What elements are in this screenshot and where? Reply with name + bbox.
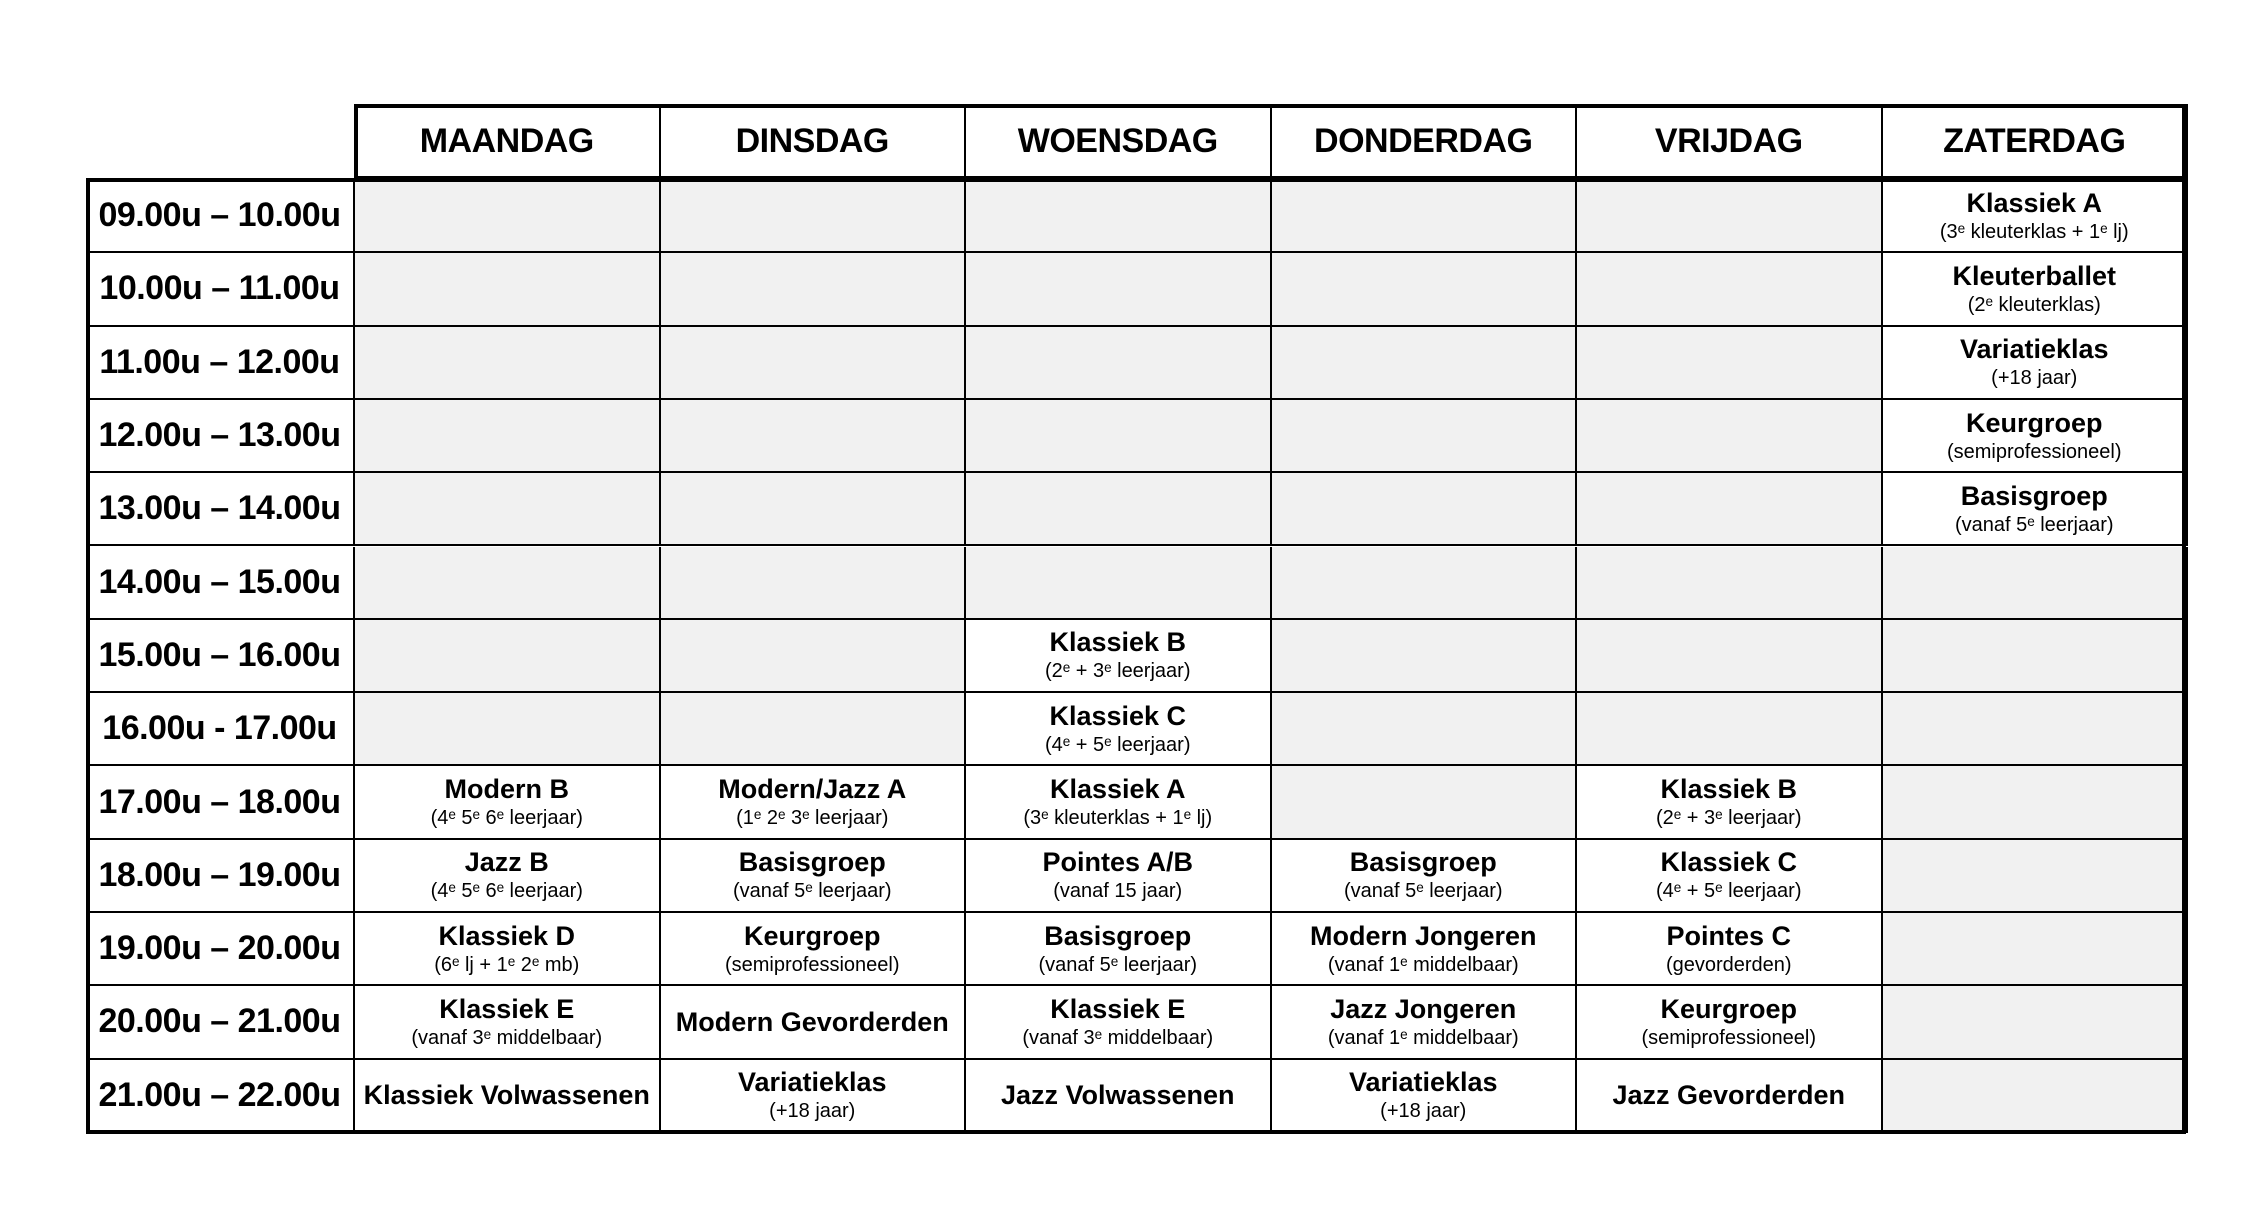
class-slot [1272, 1060, 1578, 1133]
empty-slot [1577, 180, 1883, 253]
empty-slot [1272, 620, 1578, 693]
time-slot-label: 17.00u – 18.00u [86, 766, 355, 839]
class-audience: (semiprofessioneel) [1946, 440, 2122, 463]
class-audience: (2ᵉ + 3ᵉ leerjaar) [1045, 660, 1191, 683]
class-slot [966, 840, 1272, 913]
class-slot [355, 1060, 661, 1133]
class-audience: (vanaf 1ᵉ middelbaar) [1327, 1026, 1519, 1049]
class-slot [1272, 986, 1578, 1059]
class-slot [1577, 766, 1883, 839]
class-audience: (4ᵉ 5ᵉ 6ᵉ leerjaar) [430, 880, 583, 903]
class-audience: (+18 jaar) [769, 1100, 856, 1123]
class-slot [966, 986, 1272, 1059]
class-audience: (vanaf 1ᵉ middelbaar) [1327, 953, 1519, 976]
class-slot [1577, 1060, 1883, 1133]
time-slot-label: 11.00u – 12.00u [86, 327, 355, 400]
class-name: Klassiek B [1660, 774, 1798, 805]
class-slot [1577, 986, 1883, 1059]
empty-slot [1883, 840, 2189, 913]
class-audience: (1ᵉ 2ᵉ 3ᵉ leerjaar) [736, 807, 889, 830]
class-name: Basisgroep [1960, 480, 2108, 511]
class-name: Variatieklas [737, 1067, 887, 1098]
empty-slot [966, 327, 1272, 400]
time-slot-label: 12.00u – 13.00u [86, 400, 355, 473]
class-audience: (vanaf 5ᵉ leerjaar) [1343, 880, 1503, 903]
class-audience: (3ᵉ kleuterklas + 1ᵉ lj) [1023, 807, 1213, 830]
time-slot-label: 10.00u – 11.00u [86, 253, 355, 326]
class-audience: (vanaf 3ᵉ middelbaar) [1022, 1026, 1214, 1049]
empty-slot [1272, 766, 1578, 839]
empty-slot [355, 327, 661, 400]
class-slot [661, 986, 967, 1059]
empty-slot [1272, 400, 1578, 473]
time-slot-label: 21.00u – 22.00u [86, 1060, 355, 1133]
schedule-corner [86, 104, 355, 180]
empty-slot [661, 253, 967, 326]
class-name: Pointes C [1666, 920, 1792, 951]
empty-slot [1883, 547, 2189, 620]
empty-slot [1883, 1060, 2189, 1133]
empty-slot [661, 473, 967, 546]
class-name: Jazz B [464, 847, 549, 878]
empty-slot [966, 400, 1272, 473]
empty-slot [661, 180, 967, 253]
time-slot-label: 19.00u – 20.00u [86, 913, 355, 986]
class-slot [661, 840, 967, 913]
empty-slot [1577, 547, 1883, 620]
class-name: Modern Jongeren [1309, 920, 1537, 951]
class-name: Modern/Jazz A [718, 774, 907, 805]
empty-slot [1577, 473, 1883, 546]
empty-slot [661, 693, 967, 766]
empty-slot [355, 400, 661, 473]
class-name: Keurgroep [1965, 407, 2103, 438]
class-audience: (vanaf 15 jaar) [1053, 880, 1183, 903]
class-audience: (vanaf 5ᵉ leerjaar) [1038, 953, 1198, 976]
class-name: Jazz Gevorderden [1612, 1080, 1846, 1111]
class-audience: (vanaf 3ᵉ middelbaar) [411, 1026, 603, 1049]
class-slot [355, 986, 661, 1059]
class-slot [966, 693, 1272, 766]
day-header-zaterdag: ZATERDAG [1883, 104, 2189, 180]
class-slot [1272, 913, 1578, 986]
class-slot [966, 766, 1272, 839]
empty-slot [966, 473, 1272, 546]
time-slot-label: 18.00u – 19.00u [86, 840, 355, 913]
class-name: Jazz Volwassenen [1000, 1080, 1235, 1111]
day-header-donderdag: DONDERDAG [1272, 104, 1578, 180]
class-audience: (vanaf 5ᵉ leerjaar) [732, 880, 892, 903]
class-name: Variatieklas [1959, 334, 2109, 365]
class-name: Klassiek A [1049, 774, 1186, 805]
class-audience: (semiprofessioneel) [1641, 1026, 1816, 1049]
empty-slot [1883, 986, 2189, 1059]
class-slot [1272, 840, 1578, 913]
time-slot-label: 20.00u – 21.00u [86, 986, 355, 1059]
empty-slot [1272, 180, 1578, 253]
class-audience: (vanaf 5ᵉ leerjaar) [1954, 513, 2114, 536]
class-slot [1577, 840, 1883, 913]
empty-slot [1272, 547, 1578, 620]
empty-slot [661, 400, 967, 473]
empty-slot [1577, 400, 1883, 473]
class-slot [1577, 913, 1883, 986]
empty-slot [1272, 473, 1578, 546]
class-name: Klassiek A [1966, 187, 2103, 218]
class-name: Klassiek C [1660, 847, 1798, 878]
weekly-class-schedule [86, 104, 2186, 1134]
empty-slot [355, 620, 661, 693]
class-name: Jazz Jongeren [1330, 993, 1517, 1024]
empty-slot [661, 620, 967, 693]
class-slot [1883, 180, 2189, 253]
empty-slot [1577, 327, 1883, 400]
time-slot-label: 16.00u - 17.00u [86, 693, 355, 766]
day-header-dinsdag: DINSDAG [661, 104, 967, 180]
empty-slot [355, 693, 661, 766]
class-name: Basisgroep [738, 847, 886, 878]
class-slot [661, 766, 967, 839]
time-slot-label: 14.00u – 15.00u [86, 547, 355, 620]
class-slot [966, 1060, 1272, 1133]
class-slot [1883, 327, 2189, 400]
class-slot [661, 1060, 967, 1133]
class-slot [966, 913, 1272, 986]
empty-slot [1577, 620, 1883, 693]
class-audience: (2ᵉ + 3ᵉ leerjaar) [1656, 807, 1802, 830]
class-name: Variatieklas [1348, 1067, 1498, 1098]
class-name: Klassiek D [438, 920, 576, 951]
class-audience: (4ᵉ 5ᵉ 6ᵉ leerjaar) [430, 807, 583, 830]
empty-slot [355, 473, 661, 546]
day-header-maandag: MAANDAG [355, 104, 661, 180]
day-header-woensdag: WOENSDAG [966, 104, 1272, 180]
class-name: Keurgroep [743, 920, 881, 951]
empty-slot [966, 547, 1272, 620]
empty-slot [1272, 327, 1578, 400]
class-name: Klassiek B [1049, 627, 1187, 658]
class-audience: (4ᵉ + 5ᵉ leerjaar) [1045, 733, 1191, 756]
empty-slot [1272, 253, 1578, 326]
class-name: Klassiek C [1049, 700, 1187, 731]
empty-slot [1272, 693, 1578, 766]
class-slot [1883, 253, 2189, 326]
empty-slot [1577, 253, 1883, 326]
class-name: Keurgroep [1660, 993, 1798, 1024]
empty-slot [1883, 620, 2189, 693]
time-slot-label: 13.00u – 14.00u [86, 473, 355, 546]
class-slot [355, 766, 661, 839]
class-name: Modern B [444, 774, 569, 805]
empty-slot [1883, 913, 2189, 986]
empty-slot [1883, 693, 2189, 766]
class-audience: (6ᵉ lj + 1ᵉ 2ᵉ mb) [434, 953, 580, 976]
class-audience: (+18 jaar) [1380, 1100, 1467, 1123]
class-name: Modern Gevorderden [675, 1006, 949, 1037]
class-audience: (semiprofessioneel) [724, 953, 900, 976]
empty-slot [661, 547, 967, 620]
class-audience: (+18 jaar) [1991, 367, 2078, 390]
class-slot [661, 913, 967, 986]
class-name: Klassiek E [439, 993, 575, 1024]
day-header-vrijdag: VRIJDAG [1577, 104, 1883, 180]
class-audience: (4ᵉ + 5ᵉ leerjaar) [1656, 880, 1802, 903]
empty-slot [1577, 693, 1883, 766]
empty-slot [966, 180, 1272, 253]
class-audience: (gevorderden) [1665, 953, 1792, 976]
class-name: Basisgroep [1349, 847, 1497, 878]
class-name: Basisgroep [1044, 920, 1192, 951]
class-name: Klassiek Volwassenen [363, 1080, 650, 1111]
empty-slot [355, 547, 661, 620]
empty-slot [1883, 766, 2189, 839]
class-slot [966, 620, 1272, 693]
class-audience: (2ᵉ kleuterklas) [1967, 293, 2101, 316]
time-slot-label: 15.00u – 16.00u [86, 620, 355, 693]
empty-slot [966, 253, 1272, 326]
class-slot [1883, 400, 2189, 473]
class-audience: (3ᵉ kleuterklas + 1ᵉ lj) [1939, 220, 2129, 243]
class-name: Pointes A/B [1042, 847, 1194, 878]
empty-slot [661, 327, 967, 400]
class-slot [1883, 473, 2189, 546]
class-name: Kleuterballet [1952, 260, 2117, 291]
empty-slot [355, 180, 661, 253]
class-name: Klassiek E [1050, 993, 1186, 1024]
time-slot-label: 09.00u – 10.00u [86, 180, 355, 253]
class-slot [355, 913, 661, 986]
empty-slot [355, 253, 661, 326]
class-slot [355, 840, 661, 913]
